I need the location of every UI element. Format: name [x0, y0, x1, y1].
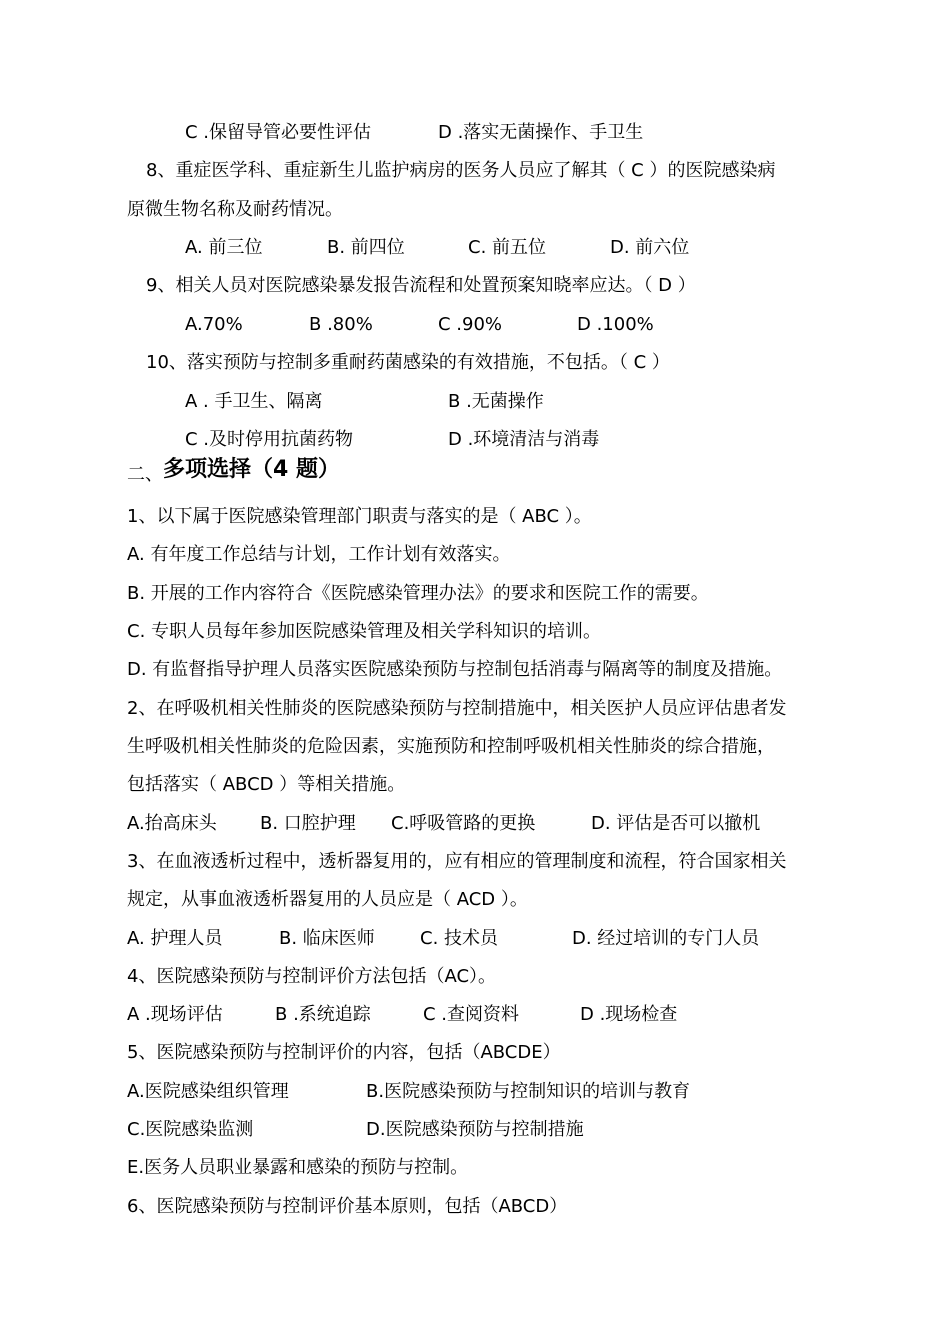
mc-q2-stem-line2: 生呼吸机相关性肺炎的危险因素，实施预防和控制呼吸机相关性肺炎的综合措施，: [127, 736, 775, 757]
mc-q2-option-a: A.抬高床头: [127, 813, 217, 834]
section-number: 二、: [127, 464, 163, 485]
mc-q4-stem: 4、医院感染预防与控制评价方法包括（AC）。: [127, 966, 497, 987]
q7-option-c: C .保留导管必要性评估: [185, 122, 372, 143]
mc-q2-stem-line1: 2、在呼吸机相关性肺炎的医院感染预防与控制措施中，相关医护人员应评估患者发: [127, 698, 787, 719]
section-title: 多项选择（4 题）: [163, 457, 340, 482]
section-heading: [127, 456, 340, 489]
q8-option-b: B. 前四位: [327, 237, 405, 258]
mc-q6-stem: 6、医院感染预防与控制评价基本原则，包括（ABCD）: [127, 1196, 568, 1217]
mc-q2-option-d: D. 评估是否可以撤机: [591, 813, 761, 834]
q8-option-d: D. 前六位: [610, 237, 690, 258]
q10-option-b: B .无菌操作: [448, 391, 544, 412]
mc-q2-stem-line3: 包括落实（ ABCD ）等相关措施。: [127, 774, 406, 795]
mc-q4-option-a: A .现场评估: [127, 1004, 223, 1025]
mc-q5-stem: 5、医院感染预防与控制评价的内容，包括（ABCDE）: [127, 1042, 561, 1063]
mc-q3-option-d: D. 经过培训的专门人员: [572, 928, 760, 949]
q10-option-c: C .及时停用抗菌药物: [185, 429, 354, 450]
mc-q3-option-b: B. 临床医师: [279, 928, 375, 949]
mc-q5-option-a: A.医院感染组织管理: [127, 1081, 289, 1102]
mc-q2-option-c: C.呼吸管路的更换: [391, 813, 536, 834]
q10-option-d: D .环境清洁与消毒: [448, 429, 600, 450]
mc-q3-option-a: A. 护理人员: [127, 928, 223, 949]
mc-q4-option-d: D .现场检查: [580, 1004, 678, 1025]
mc-q3-stem-line1: 3、在血液透析过程中，透析器复用的，应有相应的管理制度和流程，符合国家相关: [127, 851, 787, 872]
mc-q1-option-a: A. 有年度工作总结与计划，工作计划有效落实。: [127, 544, 511, 565]
q8-option-a: A. 前三位: [185, 237, 263, 258]
mc-q1-option-d: D. 有监督指导护理人员落实医院感染预防与控制包括消毒与隔离等的制度及措施。: [127, 659, 783, 680]
q9-option-d: D .100%: [577, 314, 654, 335]
q9-option-c: C .90%: [438, 314, 503, 335]
q9-stem: 9、相关人员对医院感染暴发报告流程和处置预案知晓率应达。（ D ）: [146, 275, 696, 296]
mc-q5-option-c: C.医院感染监测: [127, 1119, 254, 1140]
mc-q5-option-e: E.医务人员职业暴露和感染的预防与控制。: [127, 1157, 469, 1178]
q9-option-b: B .80%: [309, 314, 373, 335]
q8-stem-line1: 8、重症医学科、重症新生儿监护病房的医务人员应了解其（ C ）的医院感染病: [146, 160, 776, 181]
mc-q1-stem: 1、以下属于医院感染管理部门职责与落实的是（ ABC ）。: [127, 506, 592, 527]
q8-option-c: C. 前五位: [468, 237, 547, 258]
mc-q4-option-c: C .查阅资料: [423, 1004, 520, 1025]
mc-q1-option-c: C. 专职人员每年参加医院感染管理及相关学科知识的培训。: [127, 621, 602, 642]
q9-option-a: A.70%: [185, 314, 243, 335]
mc-q4-option-b: B .系统追踪: [275, 1004, 371, 1025]
mc-q5-option-b: B.医院感染预防与控制知识的培训与教育: [366, 1081, 691, 1102]
q8-stem-line2: 原微生物名称及耐药情况。: [127, 199, 343, 220]
q7-option-d: D .落实无菌操作、手卫生: [438, 122, 644, 143]
mc-q1-option-b: B. 开展的工作内容符合《医院感染管理办法》的要求和医院工作的需要。: [127, 583, 709, 604]
mc-q3-stem-line2: 规定，从事血液透析器复用的人员应是（ ACD ）。: [127, 889, 528, 910]
q10-stem: 10、落实预防与控制多重耐药菌感染的有效措施，不包括。（ C ）: [146, 352, 670, 373]
mc-q5-option-d: D.医院感染预防与控制措施: [366, 1119, 584, 1140]
q10-option-a: A . 手卫生、隔离: [185, 391, 323, 412]
mc-q2-option-b: B. 口腔护理: [260, 813, 356, 834]
mc-q3-option-c: C. 技术员: [420, 928, 499, 949]
